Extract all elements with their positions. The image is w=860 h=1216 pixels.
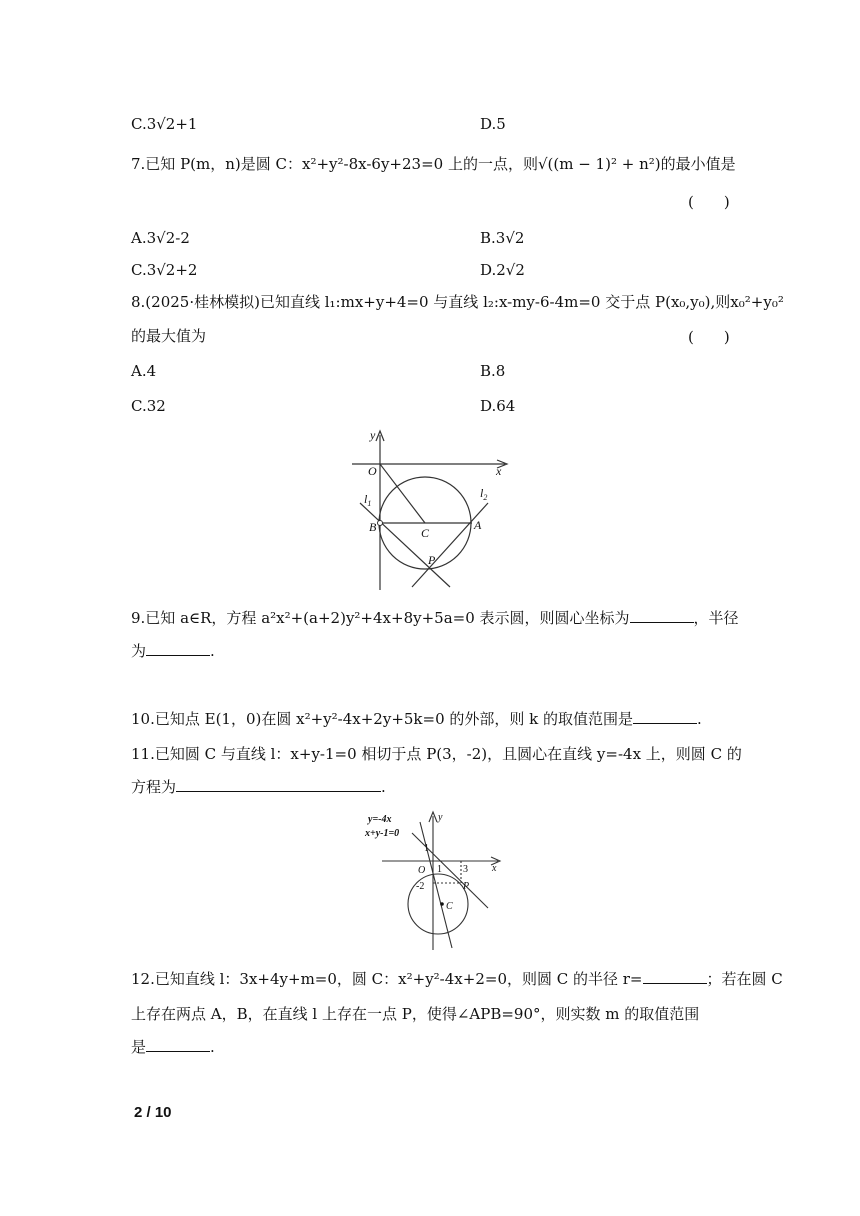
- fig1-p-label: P: [428, 553, 436, 567]
- line-l1: [360, 503, 450, 587]
- q6-option-d: D.5: [480, 115, 506, 133]
- q7-option-d: D.2√2: [480, 261, 525, 279]
- fig2-neg2: -2: [416, 881, 425, 892]
- q9-center-blank[interactable]: [630, 608, 694, 623]
- fig1-l1-label: $l_1$: [364, 492, 372, 508]
- q9-text-d: .: [210, 642, 215, 660]
- q11-text-b: .: [381, 778, 386, 796]
- fig1-c-label: C: [421, 526, 430, 540]
- fig1-x-label: x: [496, 464, 502, 478]
- q12-line2: 上存在两点 A，B，在直线 l 上存在一点 P，使得∠APB=90°，则实数 m 的取值范围: [131, 1005, 700, 1023]
- q12-range-blank[interactable]: [146, 1037, 210, 1052]
- fig2-c-label: C: [446, 901, 453, 912]
- fig1-origin-label: O: [368, 464, 377, 478]
- q12-text-a: 12.已知直线 l：3x+4y+m=0，圆 C：x²+y²-4x+2=0，则圆 C 的半径 r=: [131, 970, 643, 988]
- q11-blank[interactable]: [176, 777, 381, 792]
- q10-text: 10.已知点 E(1，0)在圆 x²+y²-4x+2y+5k=0 的外部，则 k 的取值范围是: [131, 710, 634, 728]
- fig2-y-label: y: [438, 812, 443, 823]
- q12-text-b: ；若在圆 C: [706, 970, 783, 988]
- q9-line2: [131, 641, 215, 661]
- q8-option-c: C.32: [131, 397, 166, 415]
- q10-line: [131, 709, 702, 729]
- q7-answer-paren: ( ): [688, 193, 730, 211]
- q12-radius-blank[interactable]: [643, 969, 707, 984]
- q8-option-a: A.4: [131, 362, 157, 380]
- fig2-x-label: x: [492, 863, 497, 874]
- q7-option-b: B.3√2: [480, 229, 525, 247]
- line-l2: [412, 503, 488, 587]
- q8-stem-line1: 8.(2025·桂林模拟)已知直线 l₁:mx+y+4=0 与直线 l₂:x-my-6-4m=0 交于点 P(x₀,y₀),则x₀²+y₀²: [131, 293, 784, 311]
- fig2-line1-label: y=-4x: [368, 814, 392, 825]
- fig2-one-y: 1: [424, 843, 429, 854]
- q9-text-c: 为: [131, 642, 147, 660]
- q9-text-a: 9.已知 a∈R，方程 a²x²+(a+2)y²+4x+8y+5a=0 表示圆，则圆心坐标为: [131, 609, 630, 627]
- q7-stem: 7.已知 P(m，n)是圆 C：x²+y²-8x-6y+23=0 上的一点，则√((m − 1)² + n²)的最小值是: [131, 155, 736, 173]
- q7-option-a: A.3√2-2: [131, 229, 190, 247]
- q6-option-c: C.3√2+1: [131, 115, 198, 133]
- fig2-origin: O: [418, 865, 426, 876]
- q9-radius-blank[interactable]: [146, 641, 210, 656]
- q9-line1: [131, 608, 739, 628]
- page-number: 2 / 10: [134, 1104, 172, 1121]
- fig1-y-label: y: [370, 428, 376, 442]
- fig2-center-point: [440, 902, 444, 906]
- q7-option-c: C.3√2+2: [131, 261, 198, 279]
- segment-oc: [380, 464, 425, 523]
- q9-text-b: ，半径: [693, 609, 739, 627]
- q12-line3: [131, 1037, 215, 1057]
- q12-text-d: .: [210, 1038, 215, 1056]
- fig1-l2-label: $l_2$: [480, 486, 488, 502]
- q11-text-a: 方程为: [131, 778, 177, 796]
- fig2-line-y-neg4x: [420, 822, 452, 948]
- q11-line1: 11.已知圆 C 与直线 l：x+y-1=0 相切于点 P(3，-2)，且圆心在直线 y=-4x 上，则圆 C 的: [131, 745, 742, 763]
- circle-lines-figure: [340, 425, 520, 595]
- q8-stem-line2: 的最大值为: [131, 327, 207, 345]
- q10-end: .: [697, 710, 702, 728]
- fig1-b-label: B: [369, 520, 377, 534]
- q11-line2: [131, 777, 386, 797]
- fig2-p-label: P: [463, 881, 470, 892]
- q10-blank[interactable]: [633, 709, 697, 724]
- fig1-a-label: A: [474, 518, 482, 532]
- fig2-three: 3: [463, 864, 468, 875]
- fig2-one-x: 1: [437, 864, 442, 875]
- q12-line1: [131, 969, 783, 989]
- q8-answer-paren: ( ): [688, 328, 730, 346]
- fig2-line2-label: x+y-1=0: [365, 828, 400, 839]
- q8-option-b: B.8: [480, 362, 506, 380]
- q8-option-d: D.64: [480, 397, 516, 415]
- q12-text-c: 是: [131, 1038, 147, 1056]
- tangent-circle-figure: [360, 808, 505, 953]
- point-b: [378, 521, 383, 526]
